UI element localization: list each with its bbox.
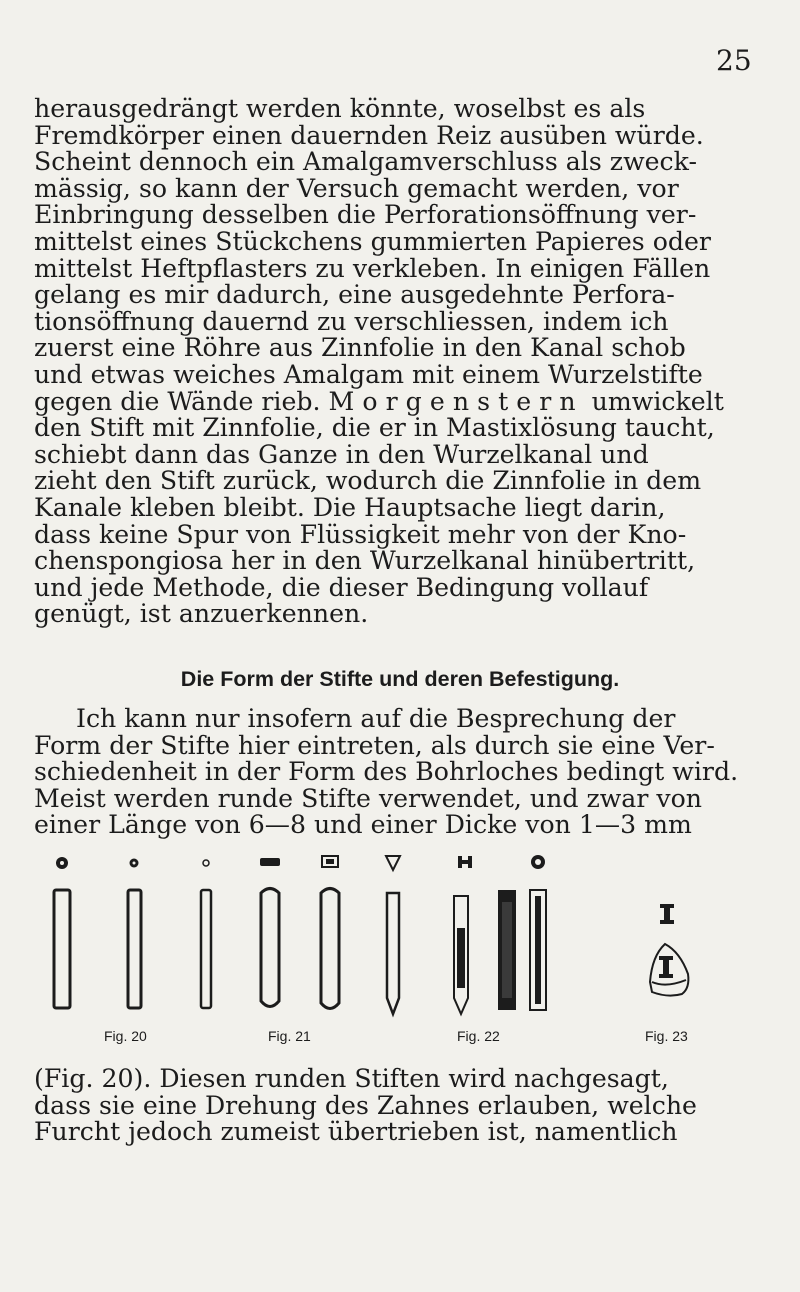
text-line: und jede Methode, die dieser Bedingung vollauf	[34, 572, 649, 602]
text-line: einer Länge von 6—8 und einer Dicke von 1—3 mm	[34, 810, 692, 840]
paragraph-3	[34, 1066, 764, 1146]
text-line	[34, 386, 764, 416]
text-line: Ich kann nur insofern auf die Besprechung der	[76, 704, 676, 733]
text-line: tionsöffnung dauernd zu verschliessen, indem ich	[34, 306, 669, 336]
text-line: genügt, ist anzuerkennen.	[34, 599, 369, 629]
text-line: Einbringung desselben die Perforationsöffnung ver-	[34, 200, 697, 230]
text-line: und etwas weiches Amalgam mit einem Wurzelstifte	[34, 359, 703, 389]
figure-caption: Fig. 21	[268, 1028, 311, 1044]
paragraph-2	[34, 706, 764, 839]
text-line: den Stift mit Zinnfolie, die er in Mastixlösung taucht,	[34, 413, 715, 443]
text-line: Kanale kleben bleibt. Die Hauptsache liegt darin,	[34, 492, 666, 522]
text-line: zieht den Stift zurück, wodurch die Zinnfolie in dem	[34, 466, 702, 496]
text-line: dass keine Spur von Flüssigkeit mehr von der Kno-	[34, 519, 687, 549]
text-line: mittelst Heftpflasters zu verkleben. In einigen Fällen	[34, 253, 711, 283]
text-segment: gegen die Wände rieb.	[34, 386, 329, 416]
figure-caption: Fig. 22	[457, 1028, 500, 1044]
text-line: Furcht jedoch zumeist übertrieben ist, namentlich	[34, 1117, 678, 1147]
text-line: chenspongiosa her in den Wurzelkanal hinübertritt,	[34, 546, 696, 576]
fig-20-pins	[54, 857, 211, 1008]
fig-23-pin	[650, 904, 688, 996]
text-line: mässig, so kann der Versuch gemacht werden, vor	[34, 173, 679, 203]
text-line: gelang es mir dadurch, eine ausgedehnte Perfora-	[34, 280, 675, 310]
text-line: schiebt dann das Ganze in den Wurzelkanal und	[34, 439, 649, 469]
figure-caption: Fig. 23	[645, 1028, 688, 1044]
page-number: 25	[716, 44, 752, 77]
pin-illustrations	[40, 848, 760, 1028]
text-line: zuerst eine Röhre aus Zinnfolie in den Kanal schob	[34, 333, 686, 363]
text-line: Fremdkörper einen dauernden Reiz ausüben würde.	[34, 120, 704, 150]
text-line: (Fig. 20). Diesen runden Stiften wird nachgesagt,	[34, 1064, 669, 1093]
text-line: mittelst eines Stückchens gummierten Papieres oder	[34, 226, 711, 256]
figure-plate	[40, 848, 760, 1048]
paragraph-1	[34, 96, 764, 628]
fig-21-pins	[260, 856, 400, 1014]
text-line: Meist werden runde Stifte verwendet, und zwar von	[34, 783, 702, 813]
fig-22-pins	[454, 855, 546, 1014]
author-name-spaced: Morgenstern	[328, 386, 584, 416]
text-line: dass sie eine Drehung des Zahnes erlauben, welche	[34, 1090, 697, 1120]
section-heading: Die Form der Stifte und deren Befestigung.	[180, 667, 620, 691]
text-line: Scheint dennoch ein Amalgamverschluss als zweck-	[34, 147, 697, 177]
text-line: Form der Stifte hier eintreten, als durch sie eine Ver-	[34, 730, 715, 760]
figure-caption: Fig. 20	[104, 1028, 147, 1044]
text-line: schiedenheit in der Form des Bohrloches bedingt wird.	[34, 757, 739, 787]
text-segment: umwickelt	[583, 386, 724, 416]
text-line: herausgedrängt werden könnte, woselbst es als	[34, 94, 646, 123]
